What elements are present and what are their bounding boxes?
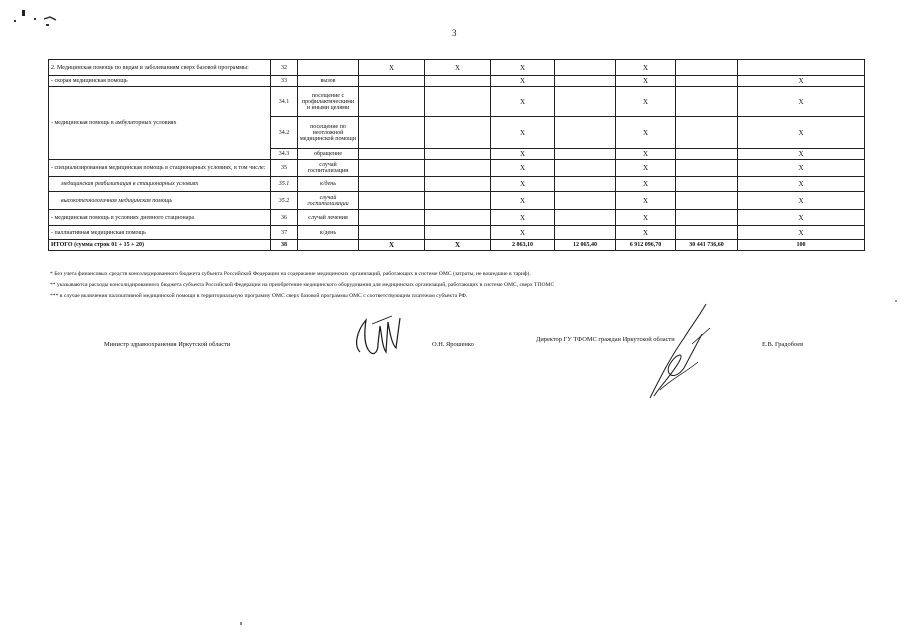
cell: X — [491, 177, 555, 192]
row-label: 2. Медицинская помощь по видам и заболеваниям сверх базовой программы: — [49, 60, 271, 76]
cell — [738, 60, 865, 76]
cell: X — [491, 117, 555, 149]
cell: X — [491, 87, 555, 117]
row-unit: посещение по неотложной медицинской помощи — [298, 117, 359, 149]
cell: X — [359, 60, 425, 76]
row-label: - специализированная медицинская помощь в стационарных условиях, в том числе: — [49, 160, 271, 177]
cell — [555, 117, 616, 149]
row-label: высокотехнологичная медицинская помощь — [49, 192, 271, 210]
cell — [555, 149, 616, 160]
cell — [555, 210, 616, 226]
cell: X — [738, 177, 865, 192]
cell — [425, 149, 491, 160]
cell: 2 863,10 — [491, 240, 555, 251]
cell: 12 065,40 — [555, 240, 616, 251]
cell — [555, 226, 616, 240]
cell: X — [738, 210, 865, 226]
cell — [359, 160, 425, 177]
cell: X — [491, 210, 555, 226]
table-row-total — [49, 240, 865, 251]
table-row — [49, 87, 865, 117]
cell: X — [738, 226, 865, 240]
cell — [425, 210, 491, 226]
cell — [425, 226, 491, 240]
cell: 100 — [738, 240, 865, 251]
cell: X — [738, 87, 865, 117]
row-code: 32 — [271, 60, 298, 76]
cell — [425, 87, 491, 117]
cell: X — [616, 210, 676, 226]
footnote: * Без учета финансовых средств консолидированного бюджета субъекта Российской Федерации на содержание медицинских организаций, работающих в системе ОМС (затраты, не вошедшие в тариф). — [50, 271, 531, 277]
cell — [555, 60, 616, 76]
cell — [676, 76, 738, 87]
cell: X — [738, 192, 865, 210]
cell — [359, 226, 425, 240]
cell: X — [491, 76, 555, 87]
table-row — [49, 76, 865, 87]
cell: 6 912 096,70 — [616, 240, 676, 251]
cell — [425, 76, 491, 87]
table-row — [49, 226, 865, 240]
scan-speck — [895, 300, 897, 302]
row-code: 33 — [271, 76, 298, 87]
cell: X — [491, 60, 555, 76]
cell: 30 441 736,60 — [676, 240, 738, 251]
cell — [555, 76, 616, 87]
row-unit — [298, 60, 359, 76]
cell: X — [491, 226, 555, 240]
cell — [676, 177, 738, 192]
row-code: 34.1 — [271, 87, 298, 117]
row-unit: случай лечения — [298, 210, 359, 226]
cell — [676, 60, 738, 76]
footnote: ** указываются расходы консолидированного бюджета субъекта Российской Федерации на приобретение медицинского оборудования для медицинских организаций, работающих в системе ОМС, сверх ТПОМС — [50, 282, 555, 288]
row-label: - медицинская помощь в условиях дневного стационара — [49, 210, 271, 226]
cell — [359, 87, 425, 117]
cell: X — [616, 177, 676, 192]
minister-name: О.Н. Ярошенко — [432, 341, 474, 348]
cell — [359, 117, 425, 149]
cell: X — [616, 192, 676, 210]
row-unit: обращение — [298, 149, 359, 160]
cell: X — [491, 192, 555, 210]
cell: X — [616, 87, 676, 117]
row-code: 35.1 — [271, 177, 298, 192]
scan-speck — [240, 622, 242, 625]
page-number: 3 — [452, 28, 457, 38]
cell — [555, 177, 616, 192]
table-row — [49, 210, 865, 226]
cell: X — [491, 149, 555, 160]
cell: X — [491, 160, 555, 177]
cell: X — [425, 240, 491, 251]
row-code: 36 — [271, 210, 298, 226]
row-unit: к/день — [298, 177, 359, 192]
cell — [359, 76, 425, 87]
minister-title: Министр здравоохранения Иркутской области — [104, 341, 231, 348]
cell — [555, 160, 616, 177]
cell: X — [359, 240, 425, 251]
cell: X — [616, 117, 676, 149]
row-label: - паллиативная медицинская помощь — [49, 226, 271, 240]
cell: X — [738, 149, 865, 160]
cell — [676, 117, 738, 149]
row-unit: случай госпитализации — [298, 192, 359, 210]
cell — [425, 192, 491, 210]
row-unit: случай госпитализации — [298, 160, 359, 177]
cell: X — [616, 60, 676, 76]
cell — [359, 192, 425, 210]
row-unit: к/день — [298, 226, 359, 240]
services-table — [48, 59, 865, 251]
row-code: 38 — [271, 240, 298, 251]
row-unit: посещение с профилактическими и иными целями — [298, 87, 359, 117]
cell — [676, 192, 738, 210]
cell: X — [738, 160, 865, 177]
cell — [555, 87, 616, 117]
cell — [555, 192, 616, 210]
director-name: Е.В. Градобоев — [762, 341, 804, 348]
row-label: - скорая медицинская помощь — [49, 76, 271, 87]
cell — [425, 177, 491, 192]
cell: X — [616, 76, 676, 87]
cell — [425, 117, 491, 149]
table-row — [49, 60, 865, 76]
cell — [676, 160, 738, 177]
table-row — [49, 177, 865, 192]
cell — [676, 87, 738, 117]
cell — [425, 160, 491, 177]
table-row — [49, 160, 865, 177]
cell — [359, 177, 425, 192]
row-code: 35 — [271, 160, 298, 177]
director-signature — [640, 298, 720, 403]
cell — [676, 149, 738, 160]
cell — [676, 210, 738, 226]
page-corner-marks — [10, 8, 70, 30]
row-code: 35.2 — [271, 192, 298, 210]
cell — [676, 226, 738, 240]
cell: X — [616, 160, 676, 177]
footnotes — [50, 269, 870, 302]
row-code: 37 — [271, 226, 298, 240]
row-label: - медицинская помощь в амбулаторных условиях — [49, 87, 271, 160]
row-code: 34.3 — [271, 149, 298, 160]
row-label: медицинская реабилитация в стационарных условиях — [49, 177, 271, 192]
cell: X — [616, 149, 676, 160]
row-unit — [298, 240, 359, 251]
minister-signature — [352, 312, 412, 364]
cell — [359, 149, 425, 160]
director-title: Директор ГУ ТФОМС граждан Иркутской области — [536, 336, 675, 343]
cell — [359, 210, 425, 226]
row-code: 34.2 — [271, 117, 298, 149]
row-label: ИТОГО (сумма строк 01 + 15 + 20) — [49, 240, 271, 251]
table-row — [49, 192, 865, 210]
cell: X — [425, 60, 491, 76]
row-unit: вызов — [298, 76, 359, 87]
cell: X — [738, 117, 865, 149]
footnote: *** в случае включения паллиативной медицинской помощи в территориальную программу ОМС сверх базовой программы ОМС с соответствующим платежом субъекта РФ. — [50, 293, 468, 299]
cell: X — [616, 226, 676, 240]
cell: X — [738, 76, 865, 87]
